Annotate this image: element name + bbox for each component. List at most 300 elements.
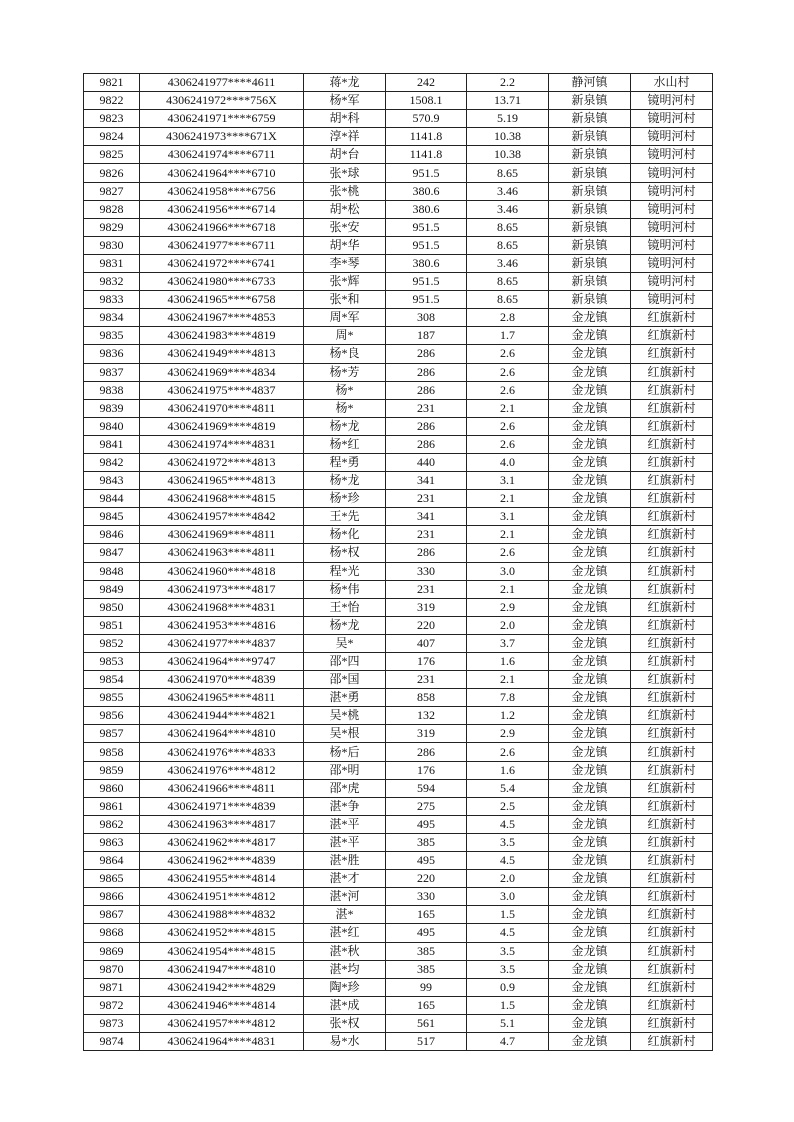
village-name-cell: 镜明河村 <box>631 146 713 164</box>
area-value-cell: 495 <box>386 852 467 870</box>
village-name-cell: 红旗新村 <box>631 761 713 779</box>
table-row <box>84 725 713 743</box>
row-number-cell: 9849 <box>84 580 140 598</box>
id-number-cell: 4306241965****6758 <box>140 291 304 309</box>
village-name-cell: 红旗新村 <box>631 888 713 906</box>
row-number-cell: 9873 <box>84 1014 140 1032</box>
town-name-cell: 新泉镇 <box>549 92 631 110</box>
town-name-cell: 金龙镇 <box>549 399 631 417</box>
id-number-cell: 4306241966****4811 <box>140 779 304 797</box>
area-value-cell: 1508.1 <box>386 92 467 110</box>
row-number-cell: 9867 <box>84 906 140 924</box>
amount-value-cell: 3.46 <box>467 254 549 272</box>
row-number-cell: 9831 <box>84 254 140 272</box>
id-number-cell: 4306241966****6718 <box>140 218 304 236</box>
village-name-cell: 红旗新村 <box>631 327 713 345</box>
id-number-cell: 4306241975****4837 <box>140 381 304 399</box>
id-number-cell: 4306241944****4821 <box>140 707 304 725</box>
person-name-cell: 张*安 <box>304 218 386 236</box>
amount-value-cell: 8.65 <box>467 236 549 254</box>
row-number-cell: 9860 <box>84 779 140 797</box>
person-name-cell: 杨*红 <box>304 435 386 453</box>
table-row <box>84 653 713 671</box>
person-name-cell: 杨*龙 <box>304 616 386 634</box>
id-number-cell: 4306241972****4813 <box>140 453 304 471</box>
amount-value-cell: 8.65 <box>467 291 549 309</box>
row-number-cell: 9854 <box>84 671 140 689</box>
id-number-cell: 4306241968****4815 <box>140 490 304 508</box>
amount-value-cell: 8.65 <box>467 218 549 236</box>
town-name-cell: 金龙镇 <box>549 942 631 960</box>
amount-value-cell: 2.6 <box>467 544 549 562</box>
town-name-cell: 金龙镇 <box>549 309 631 327</box>
person-name-cell: 杨*后 <box>304 743 386 761</box>
area-value-cell: 308 <box>386 309 467 327</box>
village-name-cell: 红旗新村 <box>631 381 713 399</box>
town-name-cell: 金龙镇 <box>549 960 631 978</box>
table-row <box>84 815 713 833</box>
village-name-cell: 镜明河村 <box>631 182 713 200</box>
area-value-cell: 231 <box>386 490 467 508</box>
row-number-cell: 9839 <box>84 399 140 417</box>
amount-value-cell: 2.6 <box>467 417 549 435</box>
table-row <box>84 472 713 490</box>
table-row <box>84 345 713 363</box>
row-number-cell: 9857 <box>84 725 140 743</box>
amount-value-cell: 4.7 <box>467 1032 549 1050</box>
row-number-cell: 9871 <box>84 978 140 996</box>
table-row <box>84 200 713 218</box>
village-name-cell: 红旗新村 <box>631 779 713 797</box>
town-name-cell: 金龙镇 <box>549 634 631 652</box>
town-name-cell: 金龙镇 <box>549 924 631 942</box>
amount-value-cell: 3.0 <box>467 888 549 906</box>
person-name-cell: 淳*祥 <box>304 128 386 146</box>
table-row <box>84 254 713 272</box>
table-row <box>84 74 713 92</box>
id-number-cell: 4306241971****4839 <box>140 797 304 815</box>
village-name-cell: 红旗新村 <box>631 978 713 996</box>
id-number-cell: 4306241976****4812 <box>140 761 304 779</box>
person-name-cell: 杨*军 <box>304 92 386 110</box>
amount-value-cell: 3.46 <box>467 200 549 218</box>
person-name-cell: 邵*虎 <box>304 779 386 797</box>
id-number-cell: 4306241969****4834 <box>140 363 304 381</box>
id-number-cell: 4306241969****4811 <box>140 526 304 544</box>
village-name-cell: 红旗新村 <box>631 435 713 453</box>
id-number-cell: 4306241947****4810 <box>140 960 304 978</box>
table-row <box>84 761 713 779</box>
area-value-cell: 187 <box>386 327 467 345</box>
area-value-cell: 330 <box>386 562 467 580</box>
area-value-cell: 570.9 <box>386 110 467 128</box>
town-name-cell: 新泉镇 <box>549 218 631 236</box>
village-name-cell: 镜明河村 <box>631 92 713 110</box>
village-name-cell: 红旗新村 <box>631 743 713 761</box>
row-number-cell: 9865 <box>84 870 140 888</box>
amount-value-cell: 5.1 <box>467 1014 549 1032</box>
table-row <box>84 291 713 309</box>
id-number-cell: 4306241970****4839 <box>140 671 304 689</box>
village-name-cell: 红旗新村 <box>631 526 713 544</box>
person-name-cell: 杨* <box>304 399 386 417</box>
id-number-cell: 4306241971****6759 <box>140 110 304 128</box>
person-name-cell: 杨* <box>304 381 386 399</box>
area-value-cell: 407 <box>386 634 467 652</box>
village-name-cell: 红旗新村 <box>631 852 713 870</box>
person-name-cell: 胡*华 <box>304 236 386 254</box>
row-number-cell: 9856 <box>84 707 140 725</box>
area-value-cell: 1141.8 <box>386 146 467 164</box>
area-value-cell: 951.5 <box>386 218 467 236</box>
town-name-cell: 金龙镇 <box>549 544 631 562</box>
person-name-cell: 吴*根 <box>304 725 386 743</box>
person-name-cell: 蒋*龙 <box>304 74 386 92</box>
row-number-cell: 9855 <box>84 689 140 707</box>
table-row <box>84 689 713 707</box>
row-number-cell: 9853 <box>84 653 140 671</box>
row-number-cell: 9872 <box>84 996 140 1014</box>
table-row <box>84 164 713 182</box>
person-name-cell: 湛*均 <box>304 960 386 978</box>
town-name-cell: 金龙镇 <box>549 888 631 906</box>
person-name-cell: 邵*国 <box>304 671 386 689</box>
person-name-cell: 湛*红 <box>304 924 386 942</box>
town-name-cell: 金龙镇 <box>549 797 631 815</box>
area-value-cell: 380.6 <box>386 200 467 218</box>
area-value-cell: 495 <box>386 924 467 942</box>
row-number-cell: 9837 <box>84 363 140 381</box>
village-name-cell: 红旗新村 <box>631 363 713 381</box>
id-number-cell: 4306241983****4819 <box>140 327 304 345</box>
table-row <box>84 146 713 164</box>
amount-value-cell: 2.0 <box>467 870 549 888</box>
town-name-cell: 金龙镇 <box>549 815 631 833</box>
village-name-cell: 镜明河村 <box>631 236 713 254</box>
table-row <box>84 110 713 128</box>
row-number-cell: 9858 <box>84 743 140 761</box>
amount-value-cell: 8.65 <box>467 164 549 182</box>
row-number-cell: 9829 <box>84 218 140 236</box>
person-name-cell: 张*桃 <box>304 182 386 200</box>
row-number-cell: 9874 <box>84 1032 140 1050</box>
person-name-cell: 邵*四 <box>304 653 386 671</box>
area-value-cell: 165 <box>386 906 467 924</box>
row-number-cell: 9866 <box>84 888 140 906</box>
town-name-cell: 金龙镇 <box>549 580 631 598</box>
town-name-cell: 金龙镇 <box>549 508 631 526</box>
town-name-cell: 金龙镇 <box>549 562 631 580</box>
person-name-cell: 杨*芳 <box>304 363 386 381</box>
village-name-cell: 红旗新村 <box>631 399 713 417</box>
table-row <box>84 671 713 689</box>
id-number-cell: 4306241965****4813 <box>140 472 304 490</box>
id-number-cell: 4306241970****4811 <box>140 399 304 417</box>
row-number-cell: 9841 <box>84 435 140 453</box>
town-name-cell: 金龙镇 <box>549 978 631 996</box>
table-row <box>84 743 713 761</box>
town-name-cell: 金龙镇 <box>549 363 631 381</box>
id-number-cell: 4306241958****6756 <box>140 182 304 200</box>
town-name-cell: 金龙镇 <box>549 689 631 707</box>
area-value-cell: 341 <box>386 472 467 490</box>
village-name-cell: 红旗新村 <box>631 417 713 435</box>
amount-value-cell: 5.4 <box>467 779 549 797</box>
row-number-cell: 9868 <box>84 924 140 942</box>
id-number-cell: 4306241951****4812 <box>140 888 304 906</box>
row-number-cell: 9863 <box>84 833 140 851</box>
id-number-cell: 4306241957****4842 <box>140 508 304 526</box>
id-number-cell: 4306241955****4814 <box>140 870 304 888</box>
table-row <box>84 128 713 146</box>
amount-value-cell: 2.1 <box>467 490 549 508</box>
id-number-cell: 4306241976****4833 <box>140 743 304 761</box>
person-name-cell: 吴*桃 <box>304 707 386 725</box>
area-value-cell: 380.6 <box>386 182 467 200</box>
id-number-cell: 4306241942****4829 <box>140 978 304 996</box>
id-number-cell: 4306241963****4811 <box>140 544 304 562</box>
town-name-cell: 新泉镇 <box>549 146 631 164</box>
id-number-cell: 4306241964****6710 <box>140 164 304 182</box>
town-name-cell: 金龙镇 <box>549 526 631 544</box>
records-table-body <box>84 74 713 1051</box>
person-name-cell: 程*光 <box>304 562 386 580</box>
table-row <box>84 218 713 236</box>
table-row <box>84 435 713 453</box>
village-name-cell: 红旗新村 <box>631 815 713 833</box>
area-value-cell: 242 <box>386 74 467 92</box>
amount-value-cell: 1.7 <box>467 327 549 345</box>
amount-value-cell: 3.5 <box>467 942 549 960</box>
id-number-cell: 4306241974****4831 <box>140 435 304 453</box>
village-name-cell: 水山村 <box>631 74 713 92</box>
amount-value-cell: 2.6 <box>467 381 549 399</box>
amount-value-cell: 2.6 <box>467 743 549 761</box>
person-name-cell: 湛*争 <box>304 797 386 815</box>
area-value-cell: 385 <box>386 833 467 851</box>
row-number-cell: 9835 <box>84 327 140 345</box>
row-number-cell: 9861 <box>84 797 140 815</box>
village-name-cell: 红旗新村 <box>631 833 713 851</box>
person-name-cell: 杨*龙 <box>304 417 386 435</box>
amount-value-cell: 3.1 <box>467 508 549 526</box>
village-name-cell: 红旗新村 <box>631 1032 713 1050</box>
id-number-cell: 4306241977****6711 <box>140 236 304 254</box>
town-name-cell: 金龙镇 <box>549 616 631 634</box>
amount-value-cell: 2.9 <box>467 598 549 616</box>
town-name-cell: 新泉镇 <box>549 273 631 291</box>
area-value-cell: 176 <box>386 761 467 779</box>
area-value-cell: 286 <box>386 363 467 381</box>
amount-value-cell: 2.1 <box>467 526 549 544</box>
town-name-cell: 金龙镇 <box>549 671 631 689</box>
row-number-cell: 9869 <box>84 942 140 960</box>
row-number-cell: 9821 <box>84 74 140 92</box>
town-name-cell: 新泉镇 <box>549 182 631 200</box>
town-name-cell: 金龙镇 <box>549 417 631 435</box>
area-value-cell: 330 <box>386 888 467 906</box>
area-value-cell: 176 <box>386 653 467 671</box>
area-value-cell: 231 <box>386 671 467 689</box>
row-number-cell: 9852 <box>84 634 140 652</box>
area-value-cell: 220 <box>386 616 467 634</box>
village-name-cell: 红旗新村 <box>631 942 713 960</box>
table-row <box>84 978 713 996</box>
table-row <box>84 399 713 417</box>
amount-value-cell: 5.19 <box>467 110 549 128</box>
area-value-cell: 594 <box>386 779 467 797</box>
table-row <box>84 779 713 797</box>
table-row <box>84 1014 713 1032</box>
area-value-cell: 385 <box>386 960 467 978</box>
village-name-cell: 镜明河村 <box>631 200 713 218</box>
person-name-cell: 李*琴 <box>304 254 386 272</box>
id-number-cell: 4306241960****4818 <box>140 562 304 580</box>
table-row <box>84 870 713 888</box>
amount-value-cell: 2.1 <box>467 399 549 417</box>
amount-value-cell: 2.1 <box>467 671 549 689</box>
amount-value-cell: 2.2 <box>467 74 549 92</box>
area-value-cell: 286 <box>386 381 467 399</box>
id-number-cell: 4306241969****4819 <box>140 417 304 435</box>
village-name-cell: 红旗新村 <box>631 996 713 1014</box>
town-name-cell: 金龙镇 <box>549 435 631 453</box>
amount-value-cell: 3.5 <box>467 833 549 851</box>
table-row <box>84 92 713 110</box>
id-number-cell: 4306241977****4611 <box>140 74 304 92</box>
id-number-cell: 4306241977****4837 <box>140 634 304 652</box>
town-name-cell: 新泉镇 <box>549 200 631 218</box>
person-name-cell: 杨*化 <box>304 526 386 544</box>
person-name-cell: 张*辉 <box>304 273 386 291</box>
person-name-cell: 张*权 <box>304 1014 386 1032</box>
table-row <box>84 236 713 254</box>
table-row <box>84 273 713 291</box>
person-name-cell: 杨*伟 <box>304 580 386 598</box>
row-number-cell: 9827 <box>84 182 140 200</box>
records-table <box>83 73 713 1051</box>
village-name-cell: 红旗新村 <box>631 598 713 616</box>
amount-value-cell: 1.2 <box>467 707 549 725</box>
village-name-cell: 红旗新村 <box>631 924 713 942</box>
village-name-cell: 红旗新村 <box>631 1014 713 1032</box>
amount-value-cell: 1.5 <box>467 996 549 1014</box>
id-number-cell: 4306241964****4810 <box>140 725 304 743</box>
table-row <box>84 906 713 924</box>
area-value-cell: 385 <box>386 942 467 960</box>
amount-value-cell: 13.71 <box>467 92 549 110</box>
area-value-cell: 951.5 <box>386 164 467 182</box>
town-name-cell: 金龙镇 <box>549 1032 631 1050</box>
village-name-cell: 红旗新村 <box>631 490 713 508</box>
town-name-cell: 金龙镇 <box>549 870 631 888</box>
village-name-cell: 红旗新村 <box>631 508 713 526</box>
amount-value-cell: 1.6 <box>467 653 549 671</box>
id-number-cell: 4306241967****4853 <box>140 309 304 327</box>
id-number-cell: 4306241965****4811 <box>140 689 304 707</box>
area-value-cell: 132 <box>386 707 467 725</box>
person-name-cell: 湛*勇 <box>304 689 386 707</box>
area-value-cell: 951.5 <box>386 273 467 291</box>
amount-value-cell: 1.6 <box>467 761 549 779</box>
area-value-cell: 99 <box>386 978 467 996</box>
area-value-cell: 275 <box>386 797 467 815</box>
table-row <box>84 309 713 327</box>
row-number-cell: 9848 <box>84 562 140 580</box>
village-name-cell: 红旗新村 <box>631 472 713 490</box>
village-name-cell: 红旗新村 <box>631 616 713 634</box>
person-name-cell: 王*怡 <box>304 598 386 616</box>
town-name-cell: 金龙镇 <box>549 779 631 797</box>
table-row <box>84 616 713 634</box>
amount-value-cell: 4.5 <box>467 815 549 833</box>
area-value-cell: 231 <box>386 399 467 417</box>
row-number-cell: 9823 <box>84 110 140 128</box>
table-row <box>84 526 713 544</box>
row-number-cell: 9833 <box>84 291 140 309</box>
town-name-cell: 金龙镇 <box>549 381 631 399</box>
person-name-cell: 张*球 <box>304 164 386 182</box>
amount-value-cell: 2.6 <box>467 435 549 453</box>
amount-value-cell: 2.8 <box>467 309 549 327</box>
village-name-cell: 红旗新村 <box>631 544 713 562</box>
area-value-cell: 286 <box>386 435 467 453</box>
id-number-cell: 4306241980****6733 <box>140 273 304 291</box>
row-number-cell: 9851 <box>84 616 140 634</box>
table-row <box>84 182 713 200</box>
id-number-cell: 4306241973****4817 <box>140 580 304 598</box>
person-name-cell: 湛*平 <box>304 833 386 851</box>
table-row <box>84 996 713 1014</box>
town-name-cell: 金龙镇 <box>549 996 631 1014</box>
area-value-cell: 561 <box>386 1014 467 1032</box>
table-row <box>84 852 713 870</box>
village-name-cell: 红旗新村 <box>631 671 713 689</box>
table-row <box>84 1032 713 1050</box>
row-number-cell: 9870 <box>84 960 140 978</box>
row-number-cell: 9825 <box>84 146 140 164</box>
person-name-cell: 杨*良 <box>304 345 386 363</box>
area-value-cell: 440 <box>386 453 467 471</box>
id-number-cell: 4306241972****756X <box>140 92 304 110</box>
area-value-cell: 517 <box>386 1032 467 1050</box>
area-value-cell: 1141.8 <box>386 128 467 146</box>
town-name-cell: 金龙镇 <box>549 743 631 761</box>
person-name-cell: 湛*平 <box>304 815 386 833</box>
amount-value-cell: 3.1 <box>467 472 549 490</box>
person-name-cell: 周* <box>304 327 386 345</box>
town-name-cell: 金龙镇 <box>549 472 631 490</box>
town-name-cell: 金龙镇 <box>549 345 631 363</box>
town-name-cell: 金龙镇 <box>549 906 631 924</box>
row-number-cell: 9850 <box>84 598 140 616</box>
person-name-cell: 王*先 <box>304 508 386 526</box>
village-name-cell: 镜明河村 <box>631 291 713 309</box>
table-row <box>84 562 713 580</box>
id-number-cell: 4306241953****4816 <box>140 616 304 634</box>
person-name-cell: 胡*台 <box>304 146 386 164</box>
amount-value-cell: 8.65 <box>467 273 549 291</box>
village-name-cell: 红旗新村 <box>631 562 713 580</box>
village-name-cell: 红旗新村 <box>631 725 713 743</box>
id-number-cell: 4306241954****4815 <box>140 942 304 960</box>
area-value-cell: 319 <box>386 598 467 616</box>
row-number-cell: 9836 <box>84 345 140 363</box>
town-name-cell: 金龙镇 <box>549 653 631 671</box>
table-row <box>84 381 713 399</box>
town-name-cell: 金龙镇 <box>549 490 631 508</box>
amount-value-cell: 3.46 <box>467 182 549 200</box>
